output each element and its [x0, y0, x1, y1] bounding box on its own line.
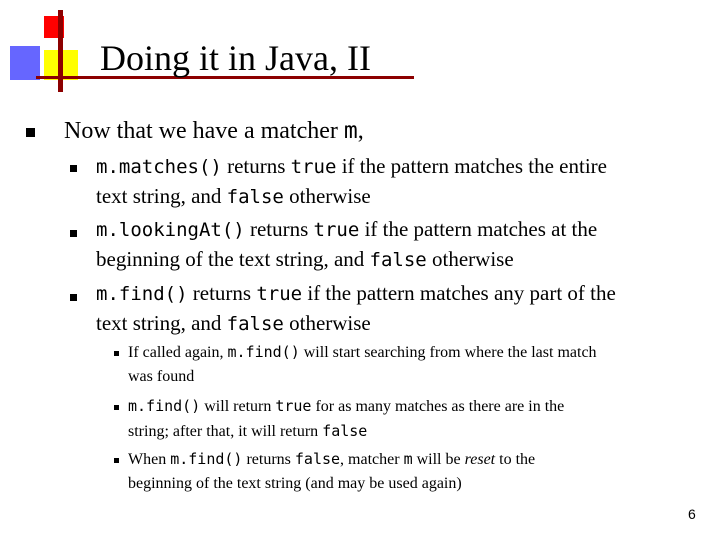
subitem-line [128, 394, 564, 419]
code-text: true [256, 283, 303, 305]
code-text: true [275, 397, 312, 415]
subitem-line [128, 340, 597, 365]
item-text: returns [221, 154, 291, 178]
subitem-text: string; after that, it will return [128, 423, 323, 440]
item-line [96, 245, 597, 275]
code-text: m.find() [170, 450, 243, 468]
code-text: m.find() [128, 397, 201, 415]
item-text: otherwise [283, 184, 371, 208]
code-text: m [403, 450, 413, 468]
code-text: false [226, 186, 284, 208]
item-text: if the pattern matches at the [359, 217, 598, 241]
code-text: false [294, 450, 341, 468]
decorative-blue-square [10, 46, 40, 80]
subitem-text: When [128, 451, 171, 468]
code-text: true [313, 219, 360, 241]
item-line [96, 182, 607, 212]
subitem-text: , matcher [340, 451, 404, 468]
item-text: otherwise [426, 247, 514, 271]
page-number: 6 [688, 506, 696, 522]
bullet-marker [70, 165, 77, 172]
subitem-text: was found [128, 368, 195, 385]
item-line [96, 279, 616, 309]
item-line [96, 215, 597, 245]
item-text: beginning of the text string, and [96, 247, 370, 271]
bullet-marker [70, 294, 77, 301]
subitem-text: returns [242, 451, 295, 468]
code-text: false [226, 313, 284, 335]
bullet-text: Now that we have a matcher [64, 118, 344, 144]
subitem-text: for as many matches as there are in the [311, 398, 565, 415]
subitem-line [128, 447, 535, 472]
decorative-vertical-line [58, 10, 63, 92]
code-text: m.lookingAt() [96, 219, 245, 241]
item-text: text string, and [96, 311, 227, 335]
bullet-text: , [357, 118, 364, 144]
bullet-marker [70, 230, 77, 237]
emphasis-text: reset [464, 451, 496, 468]
subitem-line [128, 419, 564, 444]
code-text: false [322, 422, 368, 440]
subitem-text: to the [495, 451, 536, 468]
item-text: if the pattern matches the entire [336, 154, 607, 178]
code-text: m.matches() [96, 156, 222, 178]
bullet-marker [26, 128, 35, 137]
item-text: if the pattern matches any part of the [302, 281, 616, 305]
item-line [96, 152, 607, 182]
bullet-marker [114, 458, 119, 463]
item-find [96, 279, 616, 339]
code-text: true [290, 156, 337, 178]
code-text: m.find() [227, 343, 300, 361]
subitem-text: If called again, [128, 344, 228, 361]
subitem-text: will start searching from where the last match [299, 344, 597, 361]
subitem-reset [128, 447, 535, 496]
item-line [96, 309, 616, 339]
item-text: returns [244, 217, 314, 241]
code-text: m.find() [96, 283, 188, 305]
subitem-line [128, 365, 597, 389]
bullet-marker [114, 351, 119, 356]
item-text: text string, and [96, 184, 227, 208]
subitem-line [128, 472, 535, 496]
item-text: returns [187, 281, 257, 305]
slide-title: Doing it in Java, II [100, 38, 371, 78]
item-lookingat [96, 215, 597, 275]
subitem-called-again [128, 340, 597, 389]
subitem-text: beginning of the text string (and may be used again) [128, 475, 462, 492]
item-matches [96, 152, 607, 212]
main-bullet [64, 116, 364, 146]
item-text: otherwise [283, 311, 371, 335]
bullet-marker [114, 405, 119, 410]
code-text: false [369, 249, 427, 271]
code-m: m [343, 118, 358, 144]
subitem-text: will be [412, 451, 465, 468]
subitem-return-true [128, 394, 564, 444]
subitem-text: will return [200, 398, 276, 415]
